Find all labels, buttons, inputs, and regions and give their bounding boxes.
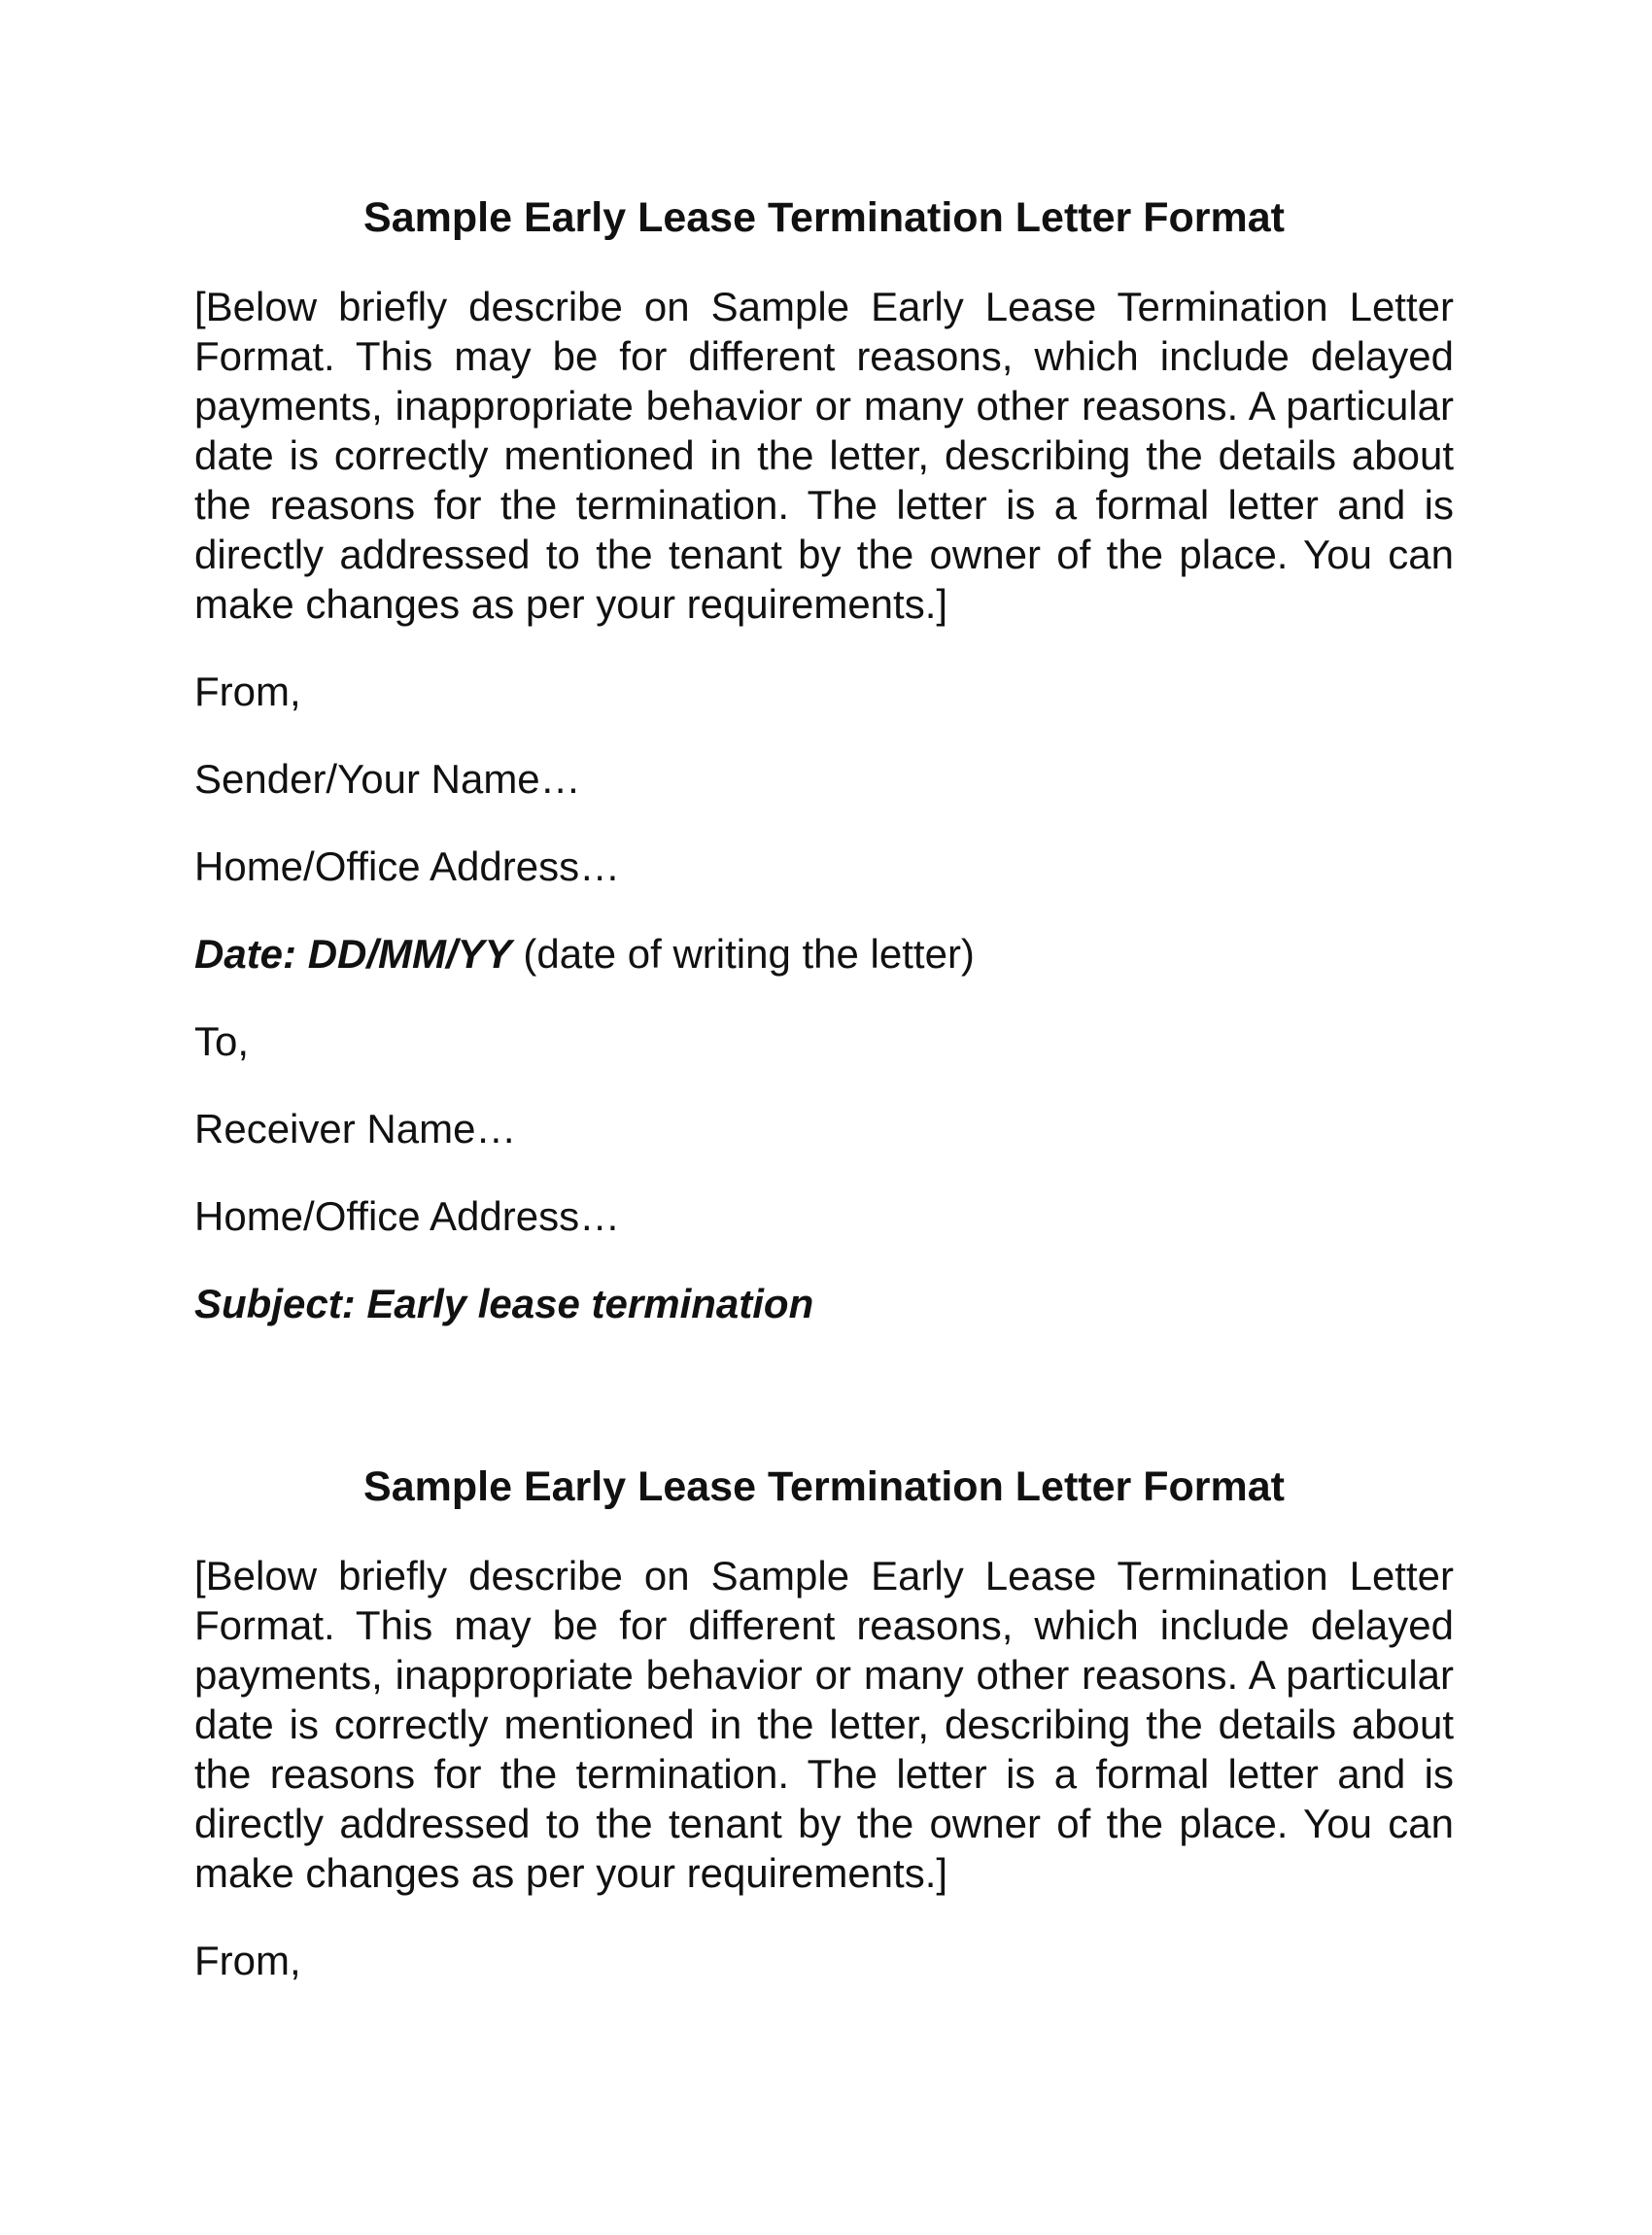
date-note: (date of writing the letter) xyxy=(511,931,975,977)
date-label: Date: DD/MM/YY xyxy=(194,931,512,977)
receiver-address: Home/Office Address… xyxy=(194,1193,621,1239)
receiver-name-block xyxy=(194,1104,1454,1154)
sender-address: Home/Office Address… xyxy=(194,843,621,889)
to-label: To, xyxy=(194,1018,250,1064)
receiver-address-block xyxy=(194,1191,1454,1242)
section-2-title-block xyxy=(194,1461,1454,1512)
to-label-block xyxy=(194,1016,1454,1067)
section-1-intro: [Below briefly describe on Sample Early Lease Termination Letter Format. This may be for different reasons, which include delayed payments, inappropriate behavior or many other reasons. A particular date is correctly mentioned in the letter, describing the details about the reasons for the termination. The letter is a formal letter and is directly addressed to the tenant by the owner of the place. You can make changes as per your requirements.] xyxy=(194,284,1454,627)
section-1-title-block xyxy=(194,192,1454,243)
section-2-from-label: From, xyxy=(194,1938,301,1983)
section-1-from-label: From, xyxy=(194,669,301,714)
subject-line: Subject: Early lease termination xyxy=(194,1281,814,1326)
section-1-intro-block xyxy=(194,282,1454,629)
sender-address-block xyxy=(194,842,1454,892)
section-1-from-block xyxy=(194,667,1454,717)
section-1-title: Sample Early Lease Termination Letter Format xyxy=(363,194,1285,241)
section-2-from-block xyxy=(194,1936,1454,1986)
date-line xyxy=(194,929,1454,980)
receiver-name: Receiver Name… xyxy=(194,1106,517,1152)
section-2-intro-block xyxy=(194,1551,1454,1898)
sender-name-block xyxy=(194,754,1454,805)
section-2-intro: [Below briefly describe on Sample Early Lease Termination Letter Format. This may be for different reasons, which include delayed payments, inappropriate behavior or many other reasons. A particular date is correctly mentioned in the letter, describing the details about the reasons for the termination. The letter is a formal letter and is directly addressed to the tenant by the owner of the place. You can make changes as per your requirements.] xyxy=(194,1553,1454,1896)
sender-name: Sender/Your Name… xyxy=(194,756,581,802)
subject-block xyxy=(194,1279,1454,1329)
date-line-block xyxy=(194,929,1454,980)
section-2-title: Sample Early Lease Termination Letter Format xyxy=(363,1463,1285,1510)
